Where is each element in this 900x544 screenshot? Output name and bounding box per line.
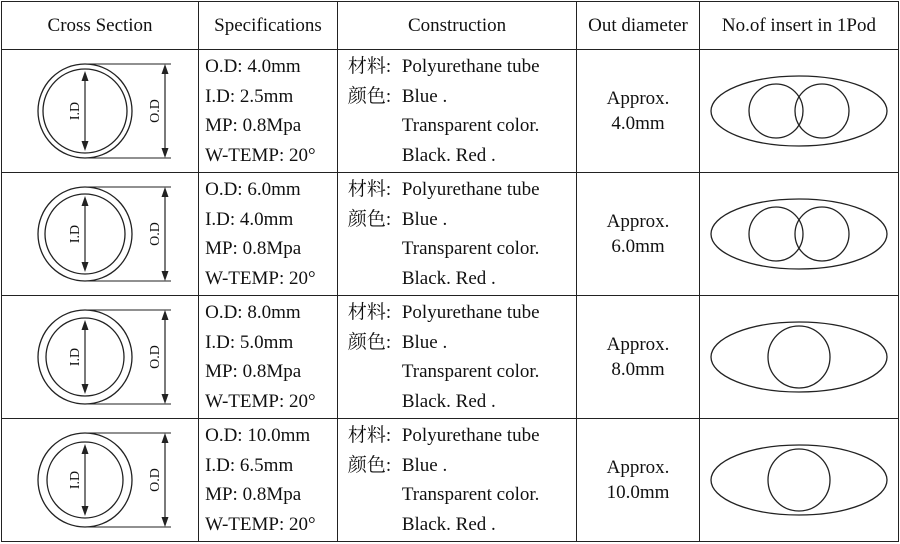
od-arrow-down-icon	[162, 148, 169, 158]
construction-value: Blue .	[401, 454, 448, 476]
construction-value: Transparent color.	[401, 361, 540, 382]
spec-lines	[199, 298, 337, 416]
construction-line	[348, 451, 576, 481]
specifications-cell	[199, 419, 338, 542]
od-label: O.D	[148, 222, 164, 246]
construction-key: 颜色:	[347, 454, 392, 476]
construction-line	[348, 328, 576, 358]
spec-line: O.D: 8.0mm	[205, 302, 301, 323]
cross-section-diagram	[5, 175, 195, 293]
construction-line	[348, 141, 576, 171]
od-arrow-down-icon	[162, 517, 169, 527]
construction-value: Black. Red .	[401, 144, 496, 166]
construction-key: 材料:	[347, 56, 392, 77]
od-arrow-down-icon	[162, 271, 169, 281]
out-diameter-cell	[577, 50, 700, 173]
id-label: I.D	[68, 101, 84, 121]
out-diameter-line: Approx.	[606, 88, 670, 109]
od-label: O.D	[148, 345, 164, 369]
construction-line	[348, 480, 576, 510]
out-diameter-line: 10.0mm	[606, 482, 670, 503]
construction-key: 材料:	[347, 425, 392, 446]
construction-key	[348, 111, 402, 141]
construction-key: 颜色:	[347, 331, 392, 353]
out-diameter-cell	[577, 173, 700, 296]
spec-line: MP: 0.8Mpa	[205, 484, 302, 505]
construction-value: Blue .	[401, 331, 448, 353]
spec-lines	[199, 52, 337, 170]
inserts-cell	[699, 173, 898, 296]
spec-line: I.D: 6.5mm	[205, 454, 294, 476]
cross-section-diagram	[5, 298, 195, 416]
construction-value: Polyurethane tube	[401, 179, 540, 200]
construction-cell	[337, 419, 576, 542]
spec-line: O.D: 6.0mm	[205, 179, 301, 200]
id-arrow-up-icon	[82, 320, 89, 330]
id-arrow-down-icon	[82, 384, 89, 394]
construction-line	[348, 387, 576, 417]
out-diameter-line: 4.0mm	[611, 113, 665, 134]
inserts-cell	[699, 419, 898, 542]
pod-insert-diagram	[702, 175, 896, 293]
id-arrow-up-icon	[82, 444, 89, 454]
construction-key: 颜色:	[347, 208, 392, 230]
od-arrow-up-icon	[162, 433, 169, 443]
cross-section-diagram	[5, 421, 195, 539]
construction-key: 材料:	[347, 179, 392, 200]
spec-lines	[199, 175, 337, 293]
specifications-cell	[199, 296, 338, 419]
specifications-cell	[199, 173, 338, 296]
tube-insert-circle	[768, 449, 830, 511]
pod-outline-ellipse	[711, 199, 887, 269]
header-inserts: No.of insert in 1Pod	[699, 2, 898, 50]
construction-value: Transparent color.	[401, 484, 540, 505]
id-arrow-up-icon	[82, 196, 89, 206]
construction-key	[348, 387, 402, 417]
pod-outline-ellipse	[711, 76, 887, 146]
id-label: I.D	[68, 224, 84, 244]
cross-section-diagram	[5, 52, 195, 170]
construction-key	[348, 357, 402, 387]
pod-insert-diagram	[702, 52, 896, 170]
construction-line	[348, 421, 576, 451]
construction-value: Blue .	[401, 208, 448, 230]
construction-value: Polyurethane tube	[401, 425, 540, 446]
construction-value: Transparent color.	[401, 115, 540, 136]
id-label: I.D	[68, 347, 84, 367]
pod-insert-diagram	[702, 421, 896, 539]
construction-line	[348, 264, 576, 294]
construction-value: Blue .	[401, 85, 448, 107]
out-diameter-line: Approx.	[606, 334, 670, 355]
pod-outline-ellipse	[711, 445, 887, 515]
construction-line	[348, 82, 576, 112]
construction-line	[348, 175, 576, 205]
construction-key	[348, 510, 402, 540]
construction-lines	[338, 298, 576, 416]
construction-cell	[337, 50, 576, 173]
od-label: O.D	[148, 99, 164, 123]
tube-insert-circle	[768, 326, 830, 388]
cross-section-cell	[2, 50, 199, 173]
id-arrow-down-icon	[82, 506, 89, 516]
od-arrow-up-icon	[162, 310, 169, 320]
id-arrow-down-icon	[82, 262, 89, 272]
id-arrow-down-icon	[82, 141, 89, 151]
construction-key	[348, 234, 402, 264]
table-row	[2, 173, 899, 296]
construction-value: Black. Red .	[401, 267, 496, 289]
construction-key: 材料:	[347, 302, 392, 323]
pod-insert-diagram	[702, 298, 896, 416]
out-diameter-cell	[577, 419, 700, 542]
spec-line: W-TEMP: 20°	[205, 513, 316, 535]
construction-line	[348, 52, 576, 82]
construction-lines	[338, 175, 576, 293]
construction-key	[348, 264, 402, 294]
construction-key	[348, 141, 402, 171]
out-diameter-line: 8.0mm	[611, 359, 665, 380]
construction-lines	[338, 421, 576, 539]
spec-line: I.D: 4.0mm	[205, 208, 294, 230]
spec-lines	[199, 421, 337, 539]
construction-value: Polyurethane tube	[401, 302, 540, 323]
spec-line: I.D: 2.5mm	[205, 85, 294, 107]
specifications-cell	[199, 50, 338, 173]
out-diameter-line: Approx.	[606, 457, 670, 478]
table-row	[2, 419, 899, 542]
construction-value: Transparent color.	[401, 238, 540, 259]
construction-lines	[338, 52, 576, 170]
construction-line	[348, 234, 576, 264]
cross-section-cell	[2, 419, 199, 542]
construction-line	[348, 510, 576, 540]
out-diameter-cell	[577, 296, 700, 419]
spec-line: W-TEMP: 20°	[205, 390, 316, 412]
header-out-diameter: Out diameter	[577, 2, 700, 50]
out-diameter-text	[577, 332, 699, 382]
construction-cell	[337, 296, 576, 419]
spec-line: MP: 0.8Mpa	[205, 115, 302, 136]
construction-line	[348, 298, 576, 328]
spec-line: MP: 0.8Mpa	[205, 361, 302, 382]
inserts-cell	[699, 296, 898, 419]
spec-line: W-TEMP: 20°	[205, 267, 316, 289]
cross-section-cell	[2, 173, 199, 296]
od-label: O.D	[148, 468, 164, 492]
construction-line	[348, 357, 576, 387]
header-row	[2, 2, 899, 50]
out-diameter-line: Approx.	[606, 211, 670, 232]
spec-table	[1, 1, 899, 542]
construction-value: Black. Red .	[401, 513, 496, 535]
out-diameter-text	[577, 209, 699, 259]
inserts-cell	[699, 50, 898, 173]
header-specifications: Specifications	[199, 2, 338, 50]
od-arrow-up-icon	[162, 64, 169, 74]
out-diameter-text	[577, 455, 699, 505]
spec-line: I.D: 5.0mm	[205, 331, 294, 353]
od-arrow-down-icon	[162, 394, 169, 404]
id-arrow-up-icon	[82, 71, 89, 81]
construction-value: Polyurethane tube	[401, 56, 540, 77]
construction-key	[348, 480, 402, 510]
out-diameter-line: 6.0mm	[611, 236, 665, 257]
spec-line: W-TEMP: 20°	[205, 144, 316, 166]
cross-section-cell	[2, 296, 199, 419]
construction-cell	[337, 173, 576, 296]
od-arrow-up-icon	[162, 187, 169, 197]
table-body	[2, 50, 899, 542]
construction-line	[348, 205, 576, 235]
id-label: I.D	[68, 470, 84, 490]
header-construction: Construction	[337, 2, 576, 50]
spec-line: O.D: 10.0mm	[205, 425, 311, 446]
spec-line: MP: 0.8Mpa	[205, 238, 302, 259]
table-row	[2, 296, 899, 419]
construction-key: 颜色:	[347, 85, 392, 107]
pod-outline-ellipse	[711, 322, 887, 392]
construction-line	[348, 111, 576, 141]
out-diameter-text	[577, 86, 699, 136]
header-cross-section: Cross Section	[2, 2, 199, 50]
table-row	[2, 50, 899, 173]
construction-value: Black. Red .	[401, 390, 496, 412]
spec-line: O.D: 4.0mm	[205, 56, 301, 77]
